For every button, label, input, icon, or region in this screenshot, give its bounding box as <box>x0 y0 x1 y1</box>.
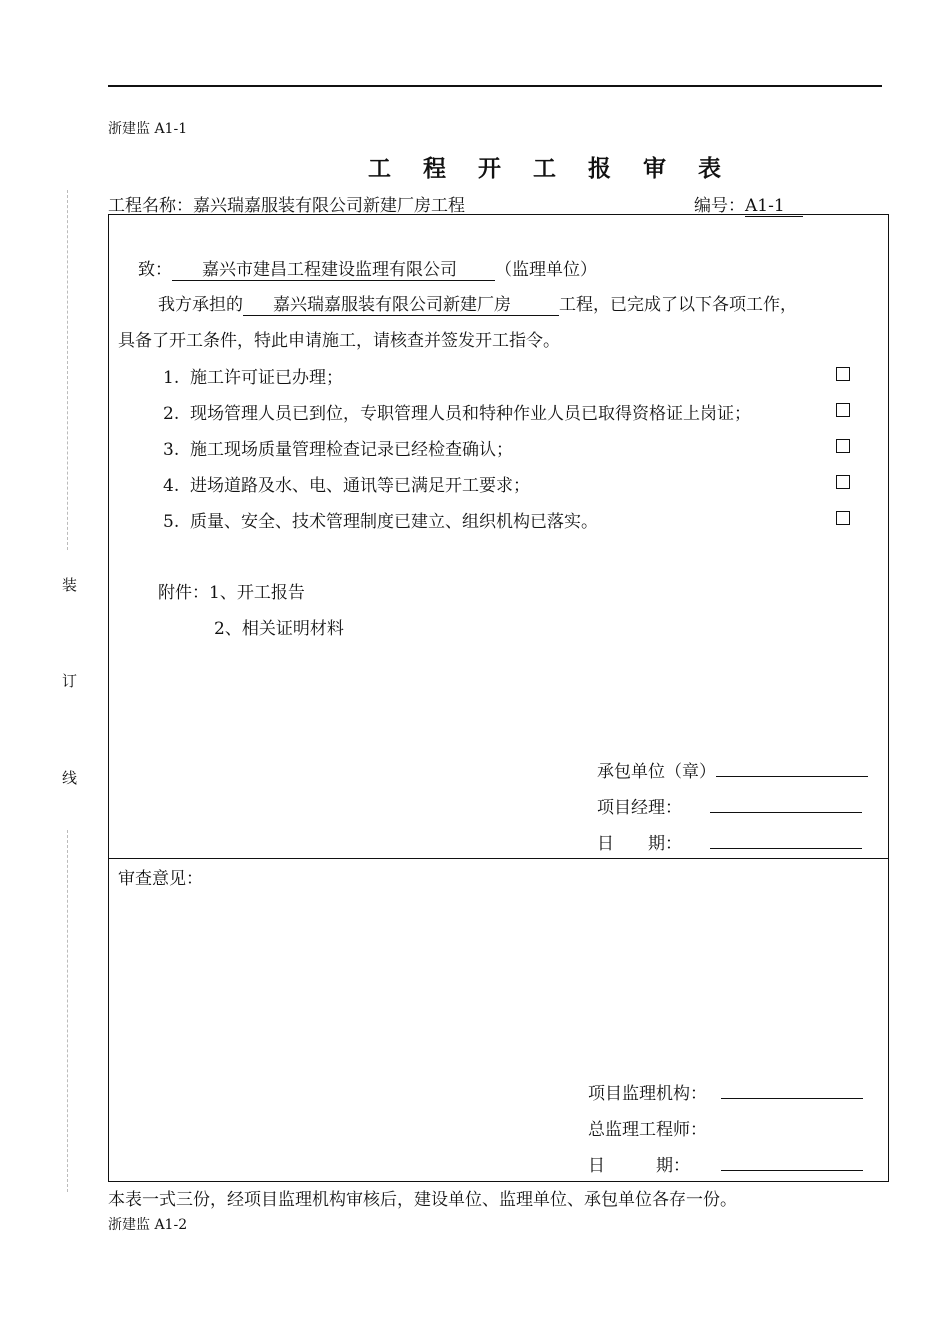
project-name-label: 工程名称： <box>108 196 193 216</box>
review-org-row <box>588 1079 863 1104</box>
checkbox-item-5[interactable] <box>836 511 850 525</box>
binding-dash-bottom <box>67 830 68 1192</box>
review-org-blank[interactable] <box>721 1097 863 1099</box>
top-rule <box>108 85 882 87</box>
binding-char-1: 装 <box>62 576 78 594</box>
to-line <box>138 255 597 281</box>
item-text: 施工许可证已办理； <box>190 368 344 388</box>
review-date-label: 日 期： <box>588 1156 690 1176</box>
review-opinion-label: 审查意见： <box>118 869 203 889</box>
chief-engineer-row <box>588 1115 707 1140</box>
item-text: 质量、安全、技术管理制度已建立、组织机构已落实。 <box>190 512 599 532</box>
attachments-label: 附件：1、开工报告 <box>158 583 305 603</box>
binding-char-2: 订 <box>62 672 78 690</box>
footer-note: 本表一式三份，经项目监理机构审核后，建设单位、监理单位、承包单位各存一份。 <box>108 1190 737 1210</box>
to-label: 致： <box>138 260 172 280</box>
checklist-item <box>163 435 513 460</box>
item-number: 5. <box>163 512 180 532</box>
checkbox-item-4[interactable] <box>836 475 850 489</box>
page-title: 工 程 开 工 报 审 表 <box>368 156 734 182</box>
apply-date-label: 日 期： <box>597 834 682 854</box>
contractor-blank[interactable] <box>716 775 868 777</box>
checkbox-item-3[interactable] <box>836 439 850 453</box>
to-suffix: （监理单位） <box>495 260 597 280</box>
project-name: 嘉兴瑞嘉服装有限公司新建厂房工程 <box>193 196 465 216</box>
review-date-blank[interactable] <box>721 1169 863 1171</box>
pm-blank[interactable] <box>710 811 862 813</box>
review-section <box>108 858 889 1182</box>
checkbox-item-2[interactable] <box>836 403 850 417</box>
number-label: 编号： <box>694 196 745 216</box>
intro-line-2: 具备了开工条件，特此申请施工，请核查并签发开工指令。 <box>118 331 560 351</box>
number-row <box>694 191 803 217</box>
binding-char-3: 线 <box>62 769 78 787</box>
apply-date-row <box>597 829 862 854</box>
item-text: 施工现场质量管理检查记录已经检查确认； <box>190 440 514 460</box>
intro-project: 嘉兴瑞嘉服装有限公司新建厂房 <box>243 296 559 316</box>
checklist-item <box>163 399 751 424</box>
contractor-label: 承包单位（章） <box>597 762 716 782</box>
attachment-2: 2、相关证明材料 <box>214 619 344 639</box>
form-code-top: 浙建监 A1-1 <box>108 121 188 137</box>
item-number: 2. <box>163 404 180 424</box>
checklist-item <box>163 507 598 532</box>
intro-suffix: 工程，已完成了以下各项工作， <box>559 295 797 315</box>
review-date-row <box>588 1151 863 1176</box>
project-name-row <box>108 191 465 216</box>
item-number: 3. <box>163 440 180 460</box>
item-text: 现场管理人员已到位，专职管理人员和特种作业人员已取得资格证上岗证； <box>190 404 752 424</box>
intro-line-1 <box>158 290 797 316</box>
contractor-row <box>597 757 868 782</box>
review-org-label: 项目监理机构： <box>588 1084 707 1104</box>
chief-engineer-label: 总监理工程师： <box>588 1120 707 1140</box>
item-text: 进场道路及水、电、通讯等已满足开工要求； <box>190 476 531 496</box>
form-code-bottom: 浙建监 A1-2 <box>108 1217 188 1233</box>
checkbox-item-1[interactable] <box>836 367 850 381</box>
to-org: 嘉兴市建昌工程建设监理有限公司 <box>172 261 495 281</box>
checklist-item <box>163 363 343 388</box>
number-value: A1-1 <box>745 197 803 217</box>
intro-prefix: 我方承担的 <box>158 295 243 315</box>
pm-row <box>597 793 862 818</box>
binding-dash-top <box>67 190 68 550</box>
pm-label: 项目经理： <box>597 798 682 818</box>
item-number: 4. <box>163 476 180 496</box>
apply-date-blank[interactable] <box>710 847 862 849</box>
checklist-item <box>163 471 530 496</box>
item-number: 1. <box>163 368 180 388</box>
